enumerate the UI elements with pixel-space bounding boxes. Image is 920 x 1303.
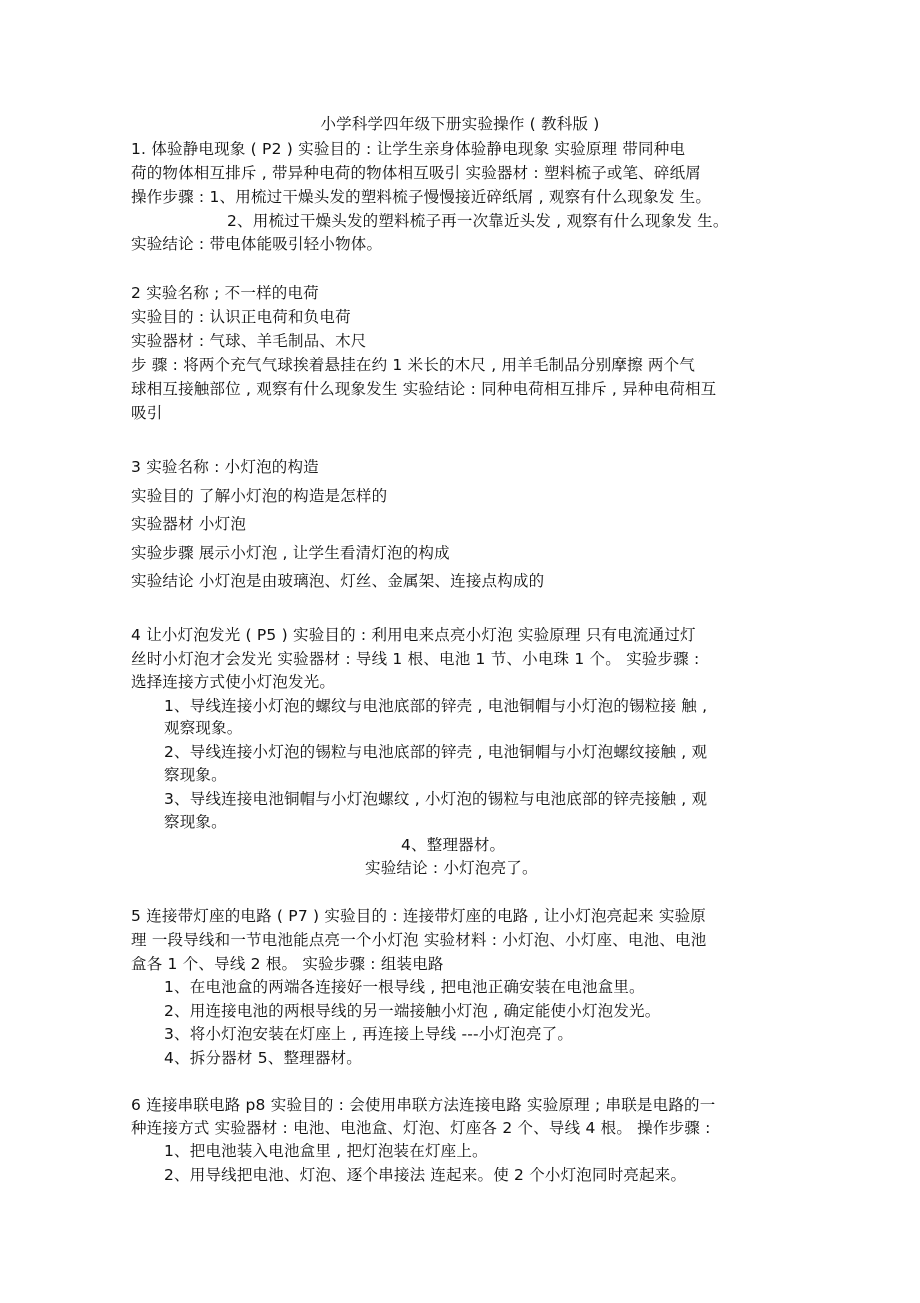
section-4-heading: 4 让小灯泡发光 ( P5 ) 实验目的 : 利用电来点亮小灯泡 实验原理 只有电流通过灯 — [131, 626, 696, 644]
section-2-line: 吸引 — [131, 404, 163, 422]
section-2-line: 球相互接触部位 , 观察有什么现象发生 实验结论 : 同种电荷相互排斥 , 异种电荷相互 — [131, 380, 717, 398]
section-4-step: 3、导线连接电池铜帽与小灯泡螺纹 , 小灯泡的锡粒与电池底部的锌壳接触 , 观 — [164, 790, 708, 808]
section-4-step: 察现象。 — [164, 766, 227, 784]
section-2-line: 实验器材 : 气球、羊毛制品、木尺 — [131, 332, 367, 350]
section-5-line: 盒各 1 个、导线 2 根。 实验步骤 : 组装电路 — [131, 955, 444, 973]
section-5-step: 4、拆分器材 5、整理器材。 — [164, 1049, 362, 1067]
section-4-step: 观察现象。 — [164, 719, 243, 737]
section-5-step: 1、在电池盒的两端各连接好一根导线 , 把电池正确安装在电池盒里。 — [164, 978, 645, 996]
section-4-step: 4、整理器材。 — [401, 836, 506, 854]
section-3-line: 实验器材 小灯泡 — [131, 515, 247, 533]
section-1-line: 操作步骤 : 1、用梳过干燥头发的塑料梳子慢慢接近碎纸屑 , 观察有什么现象发 生。 — [131, 188, 712, 206]
section-3-heading: 3 实验名称 : 小灯泡的构造 — [131, 458, 319, 476]
section-4-step: 1、导线连接小灯泡的螺纹与电池底部的锌壳 , 电池铜帽与小灯泡的锡粒接 触 , — [164, 697, 708, 715]
section-1-conclusion: 实验结论 : 带电体能吸引轻小物体。 — [131, 235, 383, 253]
section-4-step: 2、导线连接小灯泡的锡粒与电池底部的锌壳 , 电池铜帽与小灯泡螺纹接触 , 观 — [164, 743, 708, 761]
document-title: 小学科学四年级下册实验操作 ( 教科版 ) — [320, 115, 600, 133]
section-5-line: 理 一段导线和一节电池能点亮一个小灯泡 实验材料 : 小灯泡、小灯座、电池、电池 — [131, 931, 707, 949]
section-4-conclusion: 实验结论 : 小灯泡亮了。 — [365, 859, 538, 877]
section-6-step: 2、用导线把电池、灯泡、逐个串接法 连起来。使 2 个小灯泡同时亮起来。 — [164, 1166, 687, 1184]
section-4-line: 丝时小灯泡才会发光 实验器材 : 导线 1 根、电池 1 节、小电珠 1 个。 实验步骤 : — [131, 650, 700, 668]
section-5-heading: 5 连接带灯座的电路 ( P7 ) 实验目的 : 连接带灯座的电路 , 让小灯泡亮起来 实验原 — [131, 907, 706, 925]
section-3-line: 实验步骤 展示小灯泡 , 让学生看清灯泡的构成 — [131, 544, 450, 562]
section-1-line: 1. 体验静电现象 ( P2 ) 实验目的 : 让学生亲身体验静电现象 实验原理 带同种电 — [131, 140, 686, 158]
section-3-line: 实验目的 了解小灯泡的构造是怎样的 — [131, 487, 388, 505]
section-6-line: 种连接方式 实验器材 : 电池、电池盒、灯泡、灯座各 2 个、导线 4 根。 操作步骤 : — [131, 1119, 711, 1137]
section-2-heading: 2 实验名称 ; 不一样的电荷 — [131, 284, 319, 302]
section-2-line: 步 骤 : 将两个充气气球挨着悬挂在约 1 米长的木尺 , 用羊毛制品分别摩擦 两个气 — [131, 356, 696, 374]
section-1-line: 2、用梳过干燥头发的塑料梳子再一次靠近头发 , 观察有什么现象发 生。 — [227, 212, 729, 230]
section-4-step: 察现象。 — [164, 813, 227, 831]
section-5-step: 3、将小灯泡安装在灯座上 , 再连接上导线 ---小灯泡亮了。 — [164, 1025, 574, 1043]
section-6-heading: 6 连接串联电路 p8 实验目的 : 会使用串联方法连接电路 实验原理 ; 串联是电路的一 — [131, 1096, 716, 1114]
section-1-line: 荷的物体相互排斥 , 带异种电荷的物体相互吸引 实验器材 : 塑料梳子或笔、碎纸屑 — [131, 164, 701, 182]
section-2-line: 实验目的 : 认识正电荷和负电荷 — [131, 308, 351, 326]
section-4-line: 选择连接方式使小灯泡发光。 — [131, 673, 336, 691]
section-6-step: 1、把电池装入电池盒里 , 把灯泡装在灯座上。 — [164, 1142, 488, 1160]
section-3-line: 实验结论 小灯泡是由玻璃泡、灯丝、金属架、连接点构成的 — [131, 572, 545, 590]
section-5-step: 2、用连接电池的两根导线的另一端接触小灯泡 , 确定能使小灯泡发光。 — [164, 1002, 661, 1020]
